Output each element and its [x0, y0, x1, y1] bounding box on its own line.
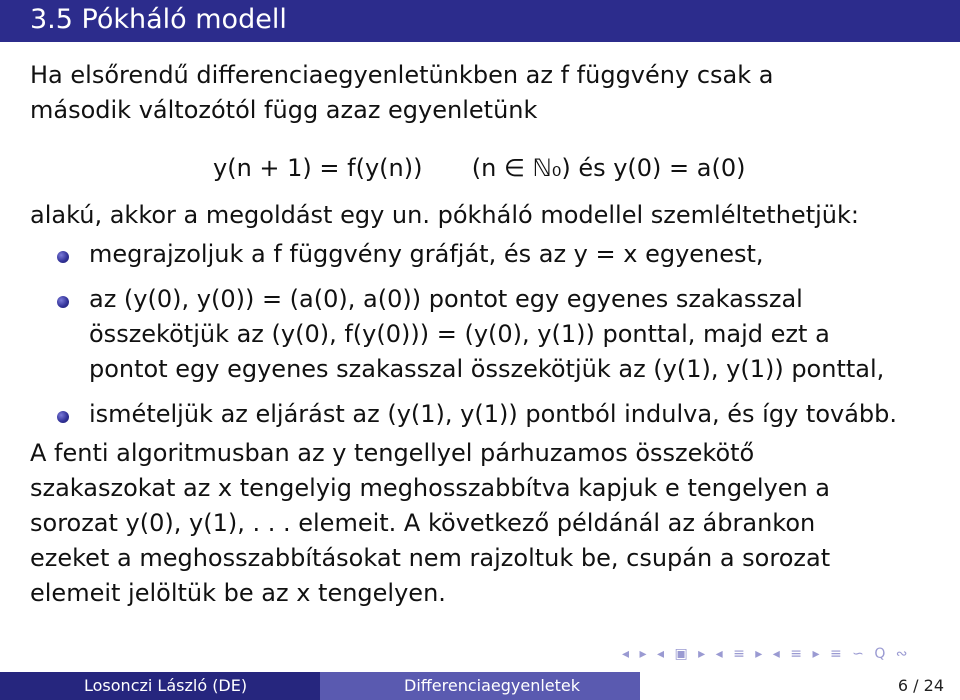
- nav-back-icon[interactable]: ∽: [852, 646, 864, 662]
- closing-paragraph: [30, 436, 940, 611]
- nav-next-section-icon[interactable]: ▸: [755, 646, 763, 662]
- footer-page-box: [640, 672, 960, 700]
- closing-line: ezeket a meghosszabbításokat nem rajzoltuk be, csupán a sorozat: [30, 544, 831, 572]
- equation: [30, 128, 940, 198]
- nav-next-frame-icon[interactable]: ▸: [639, 646, 647, 662]
- footer-author-box: [0, 672, 320, 700]
- beamer-navigation: [622, 646, 952, 666]
- footer-title-box: [320, 672, 640, 700]
- nav-next-doc-icon[interactable]: ▸: [812, 646, 820, 662]
- nav-frame-icon[interactable]: ▣: [674, 646, 688, 662]
- bullet-icon: [57, 411, 69, 423]
- nav-forward-icon[interactable]: ∾: [895, 646, 908, 662]
- bullet-text: az (y(0), y(0)) = (a(0), a(0)) pontot egy egyenes szakasszal: [89, 285, 803, 313]
- bullet-text: megrajzoljuk a f függvény gráfját, és az y = x egyenest,: [89, 240, 764, 268]
- page-number: 6 / 24: [897, 676, 944, 695]
- intro-line: második változótól függ azaz egyenletünk: [30, 96, 538, 124]
- equation-right: (n ∈ ℕ₀) és y(0) = a(0): [471, 154, 746, 182]
- lead-in-text: alakú, akkor a megoldást egy un. pókháló modellel szemléltethetjük:: [30, 201, 859, 229]
- bullet-text: pontot egy egyenes szakasszal összekötjük az (y(1), y(1)) ponttal,: [89, 355, 885, 383]
- nav-toc-icon[interactable]: ≡: [829, 646, 842, 662]
- slide-title-bar: [0, 0, 960, 42]
- closing-line: sorozat y(0), y(1), . . . elemeit. A következő példánál az ábrankon: [30, 509, 816, 537]
- closing-line: szakaszokat az x tengelyig meghosszabbítva kapjuk e tengelyen a: [30, 474, 831, 502]
- footer-author: Losonczi László (DE): [84, 676, 248, 695]
- bullet-item: [30, 282, 940, 387]
- equation-left: y(n + 1) = f(y(n)): [213, 154, 423, 182]
- slide-footer: [0, 672, 960, 700]
- bullet-icon: [57, 251, 69, 263]
- bullet-item: [30, 237, 940, 272]
- closing-line: elemeit jelöltük be az x tengelyen.: [30, 579, 446, 607]
- footer-title: Differenciaegyenletek: [404, 676, 581, 695]
- slide-content: [30, 58, 940, 611]
- bullet-list: [30, 237, 940, 432]
- bullet-text: összekötjük az (y(0), f(y(0))) = (y(0), y(1)) ponttal, majd ezt a: [89, 320, 830, 348]
- intro-line: Ha elsőrendű differenciaegyenletünkben az f függvény csak a: [30, 61, 774, 89]
- closing-line: A fenti algoritmusban az y tengellyel párhuzamos összekötő: [30, 439, 755, 467]
- nav-doc-icon[interactable]: ≡: [790, 646, 802, 662]
- nav-prev-section-icon[interactable]: ◂: [715, 646, 723, 662]
- nav-next-subsection-icon[interactable]: ▸: [698, 646, 706, 662]
- nav-prev-subsection-icon[interactable]: ◂: [656, 646, 664, 662]
- nav-prev-doc-icon[interactable]: ◂: [772, 646, 780, 662]
- nav-search-icon[interactable]: Q: [874, 646, 886, 662]
- nav-section-icon[interactable]: ≡: [733, 646, 745, 662]
- bullet-text: ismételjük az eljárást az (y(1), y(1)) pontból indulva, és így tovább.: [89, 400, 898, 428]
- nav-prev-frame-icon[interactable]: ◂: [622, 646, 630, 662]
- slide-title: 3.5 Pókháló modell: [30, 4, 287, 35]
- bullet-item: [30, 397, 940, 432]
- bullet-icon: [57, 296, 69, 308]
